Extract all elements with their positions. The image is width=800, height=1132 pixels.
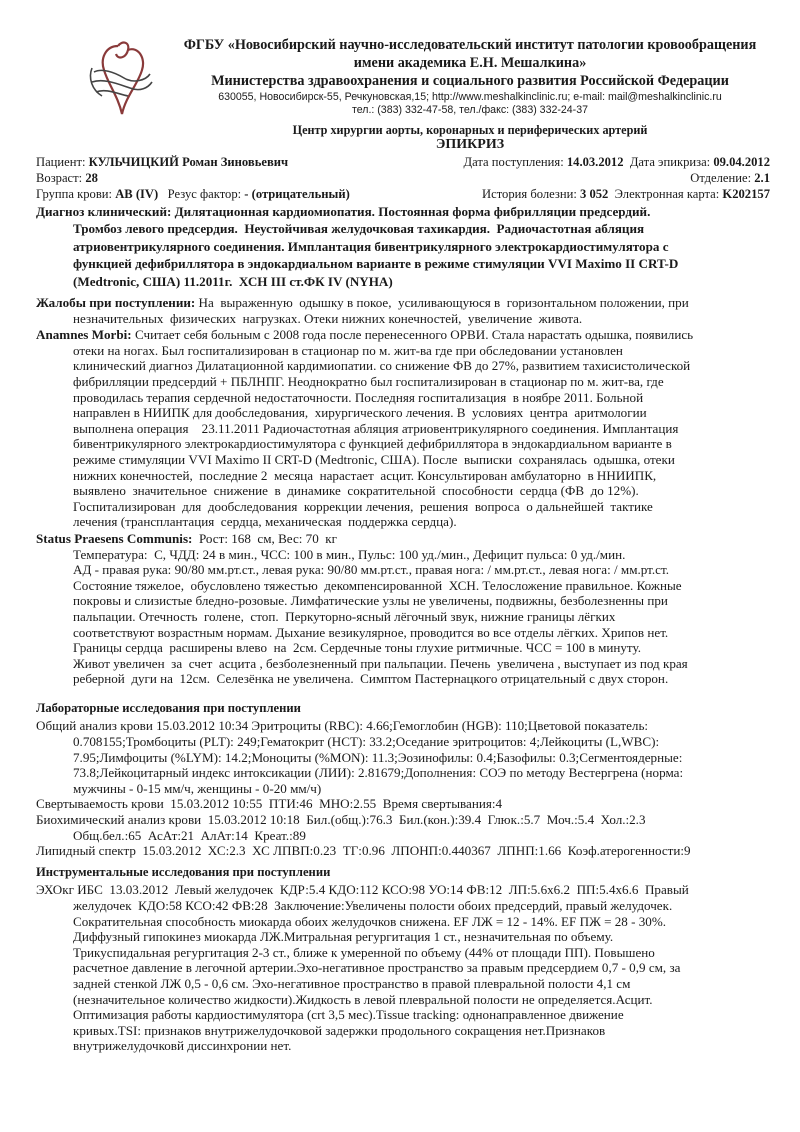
- patient-name: КУЛЬЧИЦКИЙ Роман Зиновьевич: [88, 155, 289, 169]
- anamnesis-text: выполнена операция 23.11.2011 Радиочастотная абляция атриовентрикулярного соединения. Имплантация: [73, 420, 679, 436]
- electronic-card: K202157: [722, 187, 770, 201]
- blood-label: Группа крови:: [36, 187, 116, 201]
- text-line: задней стенкой ЛЖ 0,5 - 0,6 см. Эхо-негативное пространство в правой плевральной полости 4,1 см: [73, 975, 631, 991]
- text-line: 7.95;Лимфоциты (%LYM): 14.2;Моноциты (%MON): 11.3;Эозинофилы: 0.4;Базофилы: 0.3;Сегментоядерные:: [73, 749, 683, 765]
- text-line: [36, 390, 776, 406]
- text-line: [36, 343, 776, 359]
- text-line: [36, 499, 776, 515]
- status-text: покровы и слизистые бледно-розовые. Лимфатические узлы не увеличены, подвижны, безболезненны при: [73, 593, 668, 609]
- text-line: Биохимический анализ крови 15.03.2012 10:18 Бил.(общ.):76.3 Бил.(кон.):39.4 Глюк.:5.7 Моч.:5.4 Хол.:2.3: [36, 812, 646, 828]
- text-line: [36, 358, 776, 374]
- text-line: [36, 562, 776, 578]
- history-label: История болезни:: [482, 187, 580, 201]
- text-line: [36, 593, 776, 609]
- text-line: Сократительная способность миокарда обоих желудочков снижена. EF ЛЖ = 12 - 14%. EF ПЖ = 28 - 30%.: [73, 913, 667, 929]
- patient-row-1: [36, 155, 770, 170]
- dept-label: Отделение:: [690, 171, 755, 185]
- rh-label: Резус фактор:: [158, 187, 245, 201]
- text-line: Липидный спектр 15.03.2012 ХС:2.3 ХС ЛПВП:0.23 ТГ:0.96 ЛПОНП:0.440367 ЛПНП:1.66 Коэф.атерогенности:9: [36, 843, 691, 859]
- text-line: Свертываемость крови 15.03.2012 10:55 ПТИ:46 МНО:2.55 Время свертывания:4: [36, 796, 503, 812]
- text-line: [36, 436, 776, 452]
- anamnesis-text: Госпитализирован для дообследования коррекции лечения, решения вопроса о дальнейшей тактике: [73, 498, 653, 514]
- anamnesis-text: лечения (трансплантация сердца, механическая поддержка сердца).: [73, 514, 457, 530]
- text-line: желудочек КДО:58 КСО:42 ФВ:28 Заключение:Увеличены полости обоих предсердий, правый желудочек.: [73, 898, 673, 913]
- anamnesis-text: бивентрикулярного электрокардиостимулятора с функцией дефибриллятора в эндокардиальном варианте в: [73, 436, 672, 452]
- patient-row-3: [36, 187, 770, 202]
- text-line: [36, 625, 776, 641]
- status-text: реберной дуги на 12см. Селезёнка не увеличена. Симптом Пастернацкого отрицательный с двух сторон.: [73, 671, 669, 687]
- text-line: Общ.бел.:65 АсАт:21 АлАт:14 Креат.:89: [73, 827, 306, 843]
- admission-date: 14.03.2012: [566, 155, 624, 169]
- text-line: [36, 468, 776, 484]
- text-line: [36, 578, 776, 594]
- org-name-line1: ФГБУ «Новосибирский научно-исследовательский институт патологии кровообращения: [183, 37, 757, 53]
- anamnesis-text: направлен в НИИПК для дообследования, хирургического лечения. В условиях центра аритмологии: [73, 405, 647, 421]
- text-line: [36, 547, 776, 563]
- text-line: [36, 311, 776, 327]
- status-text: Температура: С, ЧДД: 24 в мин., ЧСС: 100 в мин., Пульс: 100 уд./мин., Дефицит пульса: 0 уд./мин.: [73, 546, 626, 562]
- text-line: [36, 531, 776, 547]
- patient-age: 28: [85, 171, 98, 185]
- text-line: (незначительное количество жидкости).Жидкость в левой плевральной полости не определяется.Асцит.: [73, 991, 653, 1007]
- org-name-line2: имени академика Е.Н. Мешалкина»: [353, 55, 587, 71]
- text-line: [36, 609, 776, 625]
- text-line: [36, 405, 776, 421]
- text-line: внутрижелудочковй диссинхронии нет.: [73, 1038, 292, 1054]
- document-body: [36, 203, 776, 1054]
- diagnosis-text: функцией дефибриллятора в эндокардиальном варианте в режиме стимуляции VVI Maximo II CRT-D: [73, 256, 679, 272]
- status-section: [36, 531, 776, 687]
- complaints-text: На выраженную одышку в покое, усиливающуюся в горизонтальном положении, при: [198, 295, 689, 311]
- anamnesis-text: Считает себя больным с 2008 года после перенесенного ОРВИ. Стала нарастать одышка, появились: [134, 327, 694, 343]
- text-line: [36, 656, 776, 672]
- text-line: Трикуспидальная регургитация 2-3 ст., ближе к умеренной по объему (44% от площади ПП). Повышено: [73, 944, 655, 960]
- complaints-label: Жалобы при поступлении:: [36, 295, 199, 311]
- status-text: Состояние тяжелое, обусловлено тяжестью декомпенсированной ХСН. Телосложение правильное. Кожные: [73, 577, 682, 593]
- complaints-text: незначительных физических нагрузках. Отеки нижних конечностей, увеличение живота.: [73, 310, 583, 326]
- text-line: [36, 640, 776, 656]
- text-line: Оптимизация работы кардиостимулятора (crt 3,5 мес).Tissue tracking: однонаправленное движение: [73, 1007, 624, 1023]
- instrumental-title: Инструментальные исследования при поступлении: [36, 864, 331, 879]
- admit-label: Дата поступления:: [463, 155, 567, 169]
- rh-factor: - (отрицательный): [244, 187, 350, 201]
- diagnosis-section: [36, 203, 776, 290]
- diagnosis-text: Тромбоз левого предсердия. Неустойчивая желудочковая тахикардия. Радиочастотная абляция: [73, 221, 645, 237]
- card-label: Электронная карта:: [608, 187, 723, 201]
- anamnesis-label: Anamnes Morbi:: [36, 327, 135, 343]
- text-line: [36, 238, 776, 255]
- anamnesis-text: клинический диагноз Дилатационной кардимиопатии. со снижение ФВ до 27%, развитием тахисистолической: [73, 358, 691, 374]
- status-label: Status Praesens Communis:: [36, 530, 196, 546]
- institute-logo: [88, 38, 166, 120]
- epicrisis-label: Дата эпикриза:: [623, 155, 714, 169]
- text-line: 73.8;Лейкоцитарный индекс интоксикации (ЛИИ): 2.81679;Дополнения: СОЭ по методу Вестергрена (норма:: [73, 765, 684, 781]
- diagnosis-text: Дилятационная кардиомиопатия. Постоянная форма фибрилляции предсердий.: [174, 204, 651, 219]
- anamnesis-text: выявлено значительное снижение в динамике сократительной способности сердца (ФВ до 12%).: [73, 483, 639, 499]
- patient-row-2: [36, 171, 770, 186]
- text-line: кривых.TSI: признаков внутрижелудочковой задержки продольного сокращения нет.Признаков: [73, 1022, 606, 1038]
- history-number: 3 052: [580, 187, 609, 201]
- ministry: Министерства здравоохранения и социального развития Российской Федерации: [211, 73, 729, 89]
- text-line: ЭХОкг ИБС 13.03.2012 Левый желудочек КДР:5.4 КДО:112 КСО:98 УО:14 ФВ:12 ЛП:5.6x6.2 ПП:5.4x6.6 Правый: [36, 882, 689, 898]
- name-label: Пациент:: [36, 155, 89, 169]
- diagnosis-label: Диагноз клинический:: [36, 204, 175, 219]
- text-line: [36, 295, 776, 311]
- anamnesis-text: нижних конечностей, последние 2 месяца нарастает асцит. Консультирован амбулаторно в ННИИПК,: [73, 467, 657, 483]
- text-line: мужчины - 0-15 мм/ч, женщины - 0-20 мм/ч): [73, 780, 322, 796]
- instrumental-section: [36, 865, 776, 1054]
- text-line: [36, 483, 776, 499]
- text-line: Диффузный гипокинез миокарда ЛЖ.Митральная регургитация 1 ст., незначительная по объему.: [73, 929, 614, 945]
- status-text: пальпации. Отечность голене, стоп. Перкуторно-ясный лёгочный звук, нижние границы лёгких: [73, 608, 616, 624]
- text-line: [36, 255, 776, 272]
- text-line: [36, 671, 776, 687]
- text-line: [36, 273, 776, 290]
- address: 630055, Новосибирск-55, Речкуновская,15; http://www.meshalkinclinic.ru; e-mail: mail@meshalkinclinic.ru: [218, 91, 722, 103]
- labs-section: [36, 701, 776, 859]
- text-line: [36, 514, 776, 530]
- complaints-section: [36, 295, 776, 326]
- department: 2.1: [754, 171, 770, 185]
- age-label: Возраст:: [36, 171, 86, 185]
- anamnesis-text: фибрилляции предсердий + ПБЛНПГ. Неоднократно был госпитализирован в стационар по м. жит-ва, где: [73, 374, 664, 389]
- anamnesis-text: отеки на ногах. Был госпитализирован в стационар по м. жит-ва где при обследовании установлен: [73, 342, 623, 358]
- phones: тел.: (383) 332-47-58, тел./факс: (383) 332-24-37: [351, 104, 588, 116]
- text-line: Общий анализ крови 15.03.2012 10:34 Эритроциты (RBC): 4.66;Гемоглобин (HGB): 110;Цветовой показатель:: [36, 718, 649, 734]
- document-title: ЭПИКРИЗ: [435, 137, 505, 152]
- text-line: [36, 220, 776, 237]
- text-line: [36, 203, 776, 220]
- status-text: АД - правая рука: 90/80 мм.рт.ст., левая рука: 90/80 мм.рт.ст., правая нога: / мм.рт.ст., левая нога: / мм.рт.ст.: [73, 562, 669, 578]
- text-line: 0.708155;Тромбоциты (PLT): 249;Гематокрит (HCT): 33.2;Оседание эритроцитов: 4;Лейкоциты (L,WBC):: [73, 734, 660, 750]
- status-text: соответствуют возрастным нормам. Дыхание везикулярное, проводится во все отделы лёгких. Хрипов нет.: [73, 624, 669, 640]
- status-text: Живот увеличен за счет асцита , безболезненный при пальпации. Печень увеличена , выступает из под края: [73, 655, 688, 671]
- text-line: [36, 452, 776, 468]
- text-line: расчетное давление в легочной артерии.Эхо-негативное пространство за правым предсердием 0,7 - 0,9 см, за: [73, 960, 681, 976]
- epicrisis-date: 09.04.2012: [713, 155, 770, 169]
- center-name: Центр хирургии аорты, коронарных и периферических артерий: [292, 123, 648, 137]
- status-text: Границы сердца расширены влево на 2см. Сердечные тоны глухие ритмичные. ЧСС = 100 в минуту.: [73, 640, 641, 656]
- anamnesis-text: проводилась терапия сердечной недостаточности. Последняя госпитализация в ноябре 2011. Больной: [73, 389, 644, 405]
- diagnosis-text: (Medtronic, США) 11.2011г. ХСН III ст.ФК IV (NYHA): [73, 273, 393, 289]
- text-line: [36, 374, 776, 390]
- status-text: Рост: 168 см, Вес: 70 кг: [195, 530, 338, 546]
- labs-title: Лабораторные исследования при поступлении: [36, 700, 301, 715]
- anamnesis-section: [36, 327, 776, 530]
- text-line: [36, 327, 776, 343]
- text-line: [36, 421, 776, 437]
- diagnosis-text: атриовентрикулярного соединения. Имплантация бивентрикулярного электрокардиостимулятора с: [73, 238, 669, 254]
- blood-group: AB (IV): [115, 187, 159, 201]
- anamnesis-text: режиме стимуляции VVI Maximo II CRT-D (Medtronic, США). После выписки сохранялась одышка, отеки: [73, 451, 675, 467]
